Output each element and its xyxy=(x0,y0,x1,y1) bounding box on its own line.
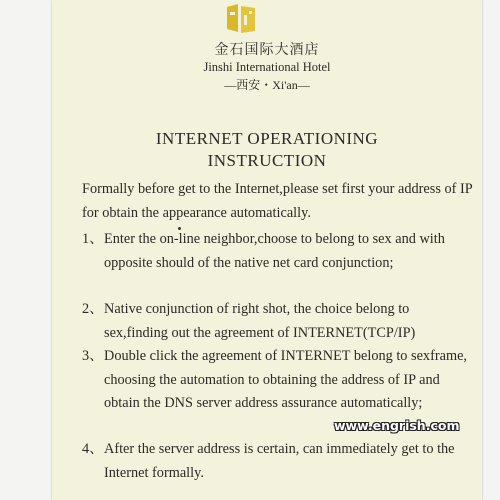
step-number: 4、 xyxy=(82,441,104,457)
step-text: Native conjunction of right shot, the choice belong to sex,finding out the agreement of INTERNET(TCP/IP) xyxy=(104,301,416,341)
hotel-logo-icon xyxy=(225,3,257,34)
instruction-title-line1: INTERNET OPERATIONING xyxy=(155,129,379,148)
step-text: After the server address is certain, can immediately get to the Internet formally. xyxy=(104,441,455,481)
step-text: Double click the agreement of INTERNET belong to sexframe, choosing the automation to obtaining the address of IP and obtain the DNS server address assurance automatically; xyxy=(104,348,467,411)
step-item-3 xyxy=(82,345,474,416)
hotel-city: —西安・Xi'an— xyxy=(224,78,310,92)
intro-paragraph: Formally before get to the Internet,please set first your address of IP for obtain the appearance automatically. xyxy=(82,181,473,221)
instruction-title-line2: INSTRUCTION xyxy=(207,151,327,170)
step-number: 1、 xyxy=(82,231,104,247)
step-number: 3、 xyxy=(82,348,104,364)
step-item-4 xyxy=(82,438,474,485)
hotel-name-english: Jinshi International Hotel xyxy=(203,60,331,74)
step-text: Enter the on-line neighbor,choose to belong to sex and with opposite should of the native net card conjunction; xyxy=(104,231,445,271)
step-item-2 xyxy=(82,298,474,345)
step-item-1 xyxy=(82,228,474,275)
watermark: www.engrish.com xyxy=(334,418,460,433)
hotel-name-chinese: 金石国际大酒店 xyxy=(214,42,320,58)
step-number: 2、 xyxy=(82,301,104,317)
